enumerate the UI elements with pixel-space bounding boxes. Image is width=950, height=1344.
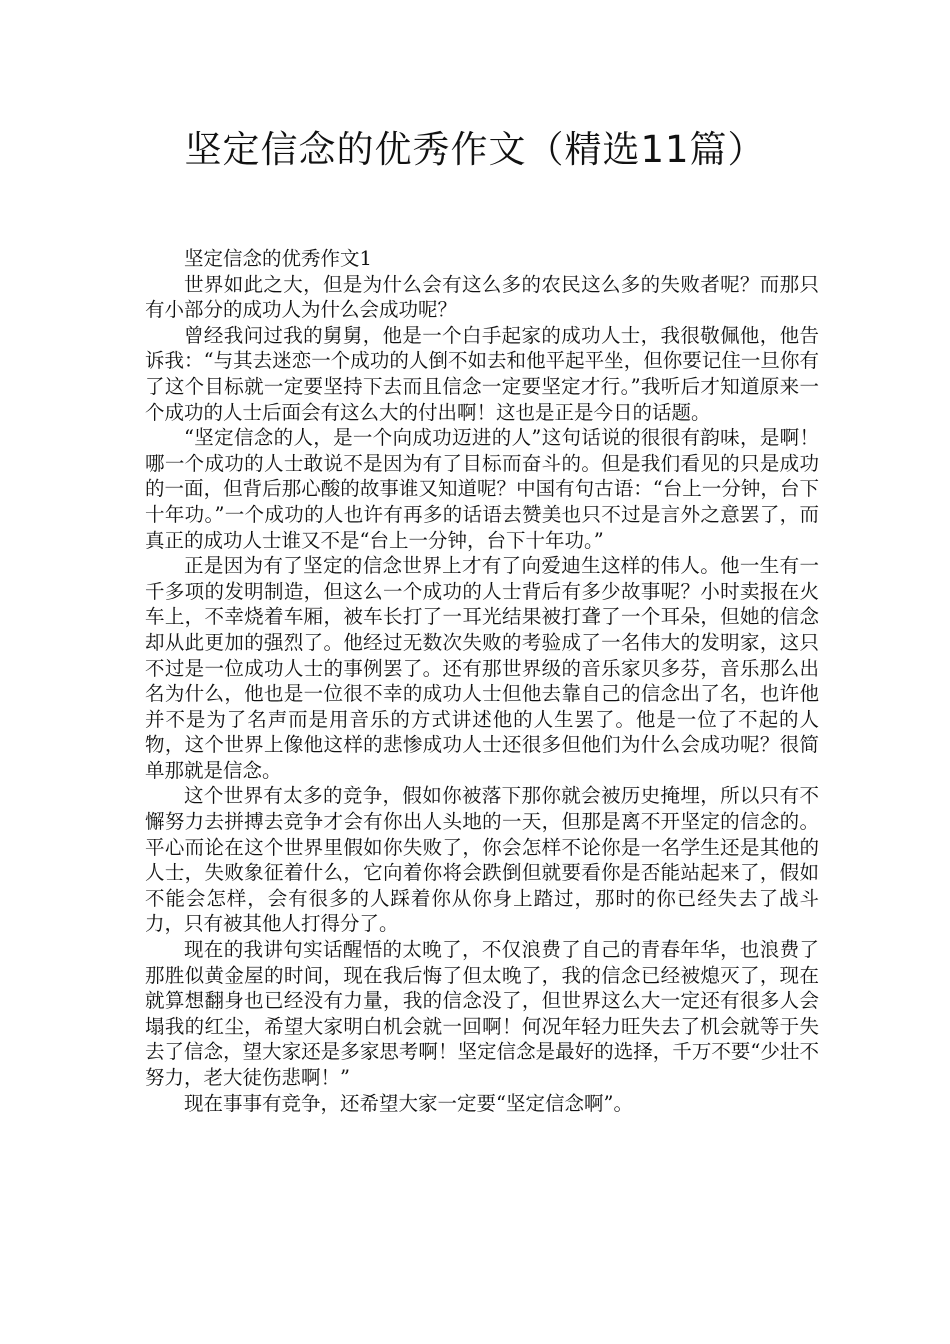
paragraph: 这个世界有太多的竞争，假如你被落下那你就会被历史掩埋，所以只有不懈努力去拼搏去竞争才会有你出人头地的一天，但那是离不开坚定的信念的。平心而论在这个世界里假如你失败了，你会怎样不论你是一名学生还是其他的人士，失败象征着什么，它向着你将会跌倒但就要看你是否能站起来了，假如不能会怎样，会有很多的人踩着你从你身上踏过，那时的你已经失去了战斗力，只有被其他人打得分了。 bbox=[145, 784, 819, 936]
paragraph: “坚定信念的人，是一个向成功迈进的人”这句话说的很很有韵味，是啊！哪一个成功的人士敢说不是因为有了目标而奋斗的。但是我们看见的只是成功的一面，但背后那心酸的故事谁又知道呢？中国有句古语：“台上一分钟，台下十年功。”一个成功的人也许有再多的话语去赞美也只不过是言外之意罢了，而真正的成功人士谁又不是“台上一分钟，台下十年功。” bbox=[145, 426, 819, 552]
document-body bbox=[145, 246, 819, 1116]
paragraph: 正是因为有了坚定的信念世界上才有了向爱迪生这样的伟人。他一生有一千多项的发明制造，但这么一个成功的人士背后有多少故事呢？小时卖报在火车上，不幸烧着车厢，被车长打了一耳光结果被打聋了一个耳朵，但她的信念却从此更加的强烈了。他经过无数次失败的考验成了一名伟大的发明家，这只不过是一位成功人士的事例罢了。还有那世界级的音乐家贝多芬，音乐那么出名为什么，他也是一位很不幸的成功人士但他去靠自己的信念出了名，也许他并不是为了名声而是用音乐的方式讲述他的人生罢了。他是一位了不起的人物，这个世界上像他这样的悲惨成功人士还很多但他们为什么会成功呢？很简单那就是信念。 bbox=[145, 554, 819, 782]
paragraph: 世界如此之大，但是为什么会有这么多的农民这么多的失败者呢？而那只有小部分的成功人为什么会成功呢？ bbox=[145, 272, 819, 322]
paragraph: 现在的我讲句实话醒悟的太晚了，不仅浪费了自己的青春年华，也浪费了那胜似黄金屋的时间，现在我后悔了但太晚了，我的信念已经被熄灭了，现在就算想翻身也已经没有力量，我的信念没了，但世界这么大一定还有很多人会塌我的红尘，希望大家明白机会就一回啊！何况年轻力旺失去了机会就等于失去了信念，望大家还是多家思考啊！坚定信念是最好的选择，千万不要“少壮不努力，老大徒伤悲啊！” bbox=[145, 938, 819, 1089]
document-title: 坚定信念的优秀作文（精选11篇） bbox=[184, 128, 766, 171]
paragraph: 曾经我问过我的舅舅，他是一个白手起家的成功人士，我很敬佩他，他告诉我：“与其去迷恋一个成功的人倒不如去和他平起平坐，但你要记住一旦你有了这个目标就一定要坚持下去而且信念一定要坚定才行。”我听后才知道原来一个成功的人士后面会有这么大的付出啊！这也是正是今日的话题。 bbox=[145, 323, 819, 424]
section-heading: 坚定信念的优秀作文1 bbox=[184, 247, 372, 270]
paragraph: 现在事事有竞争，还希望大家一定要“坚定信念啊”。 bbox=[184, 1091, 633, 1115]
